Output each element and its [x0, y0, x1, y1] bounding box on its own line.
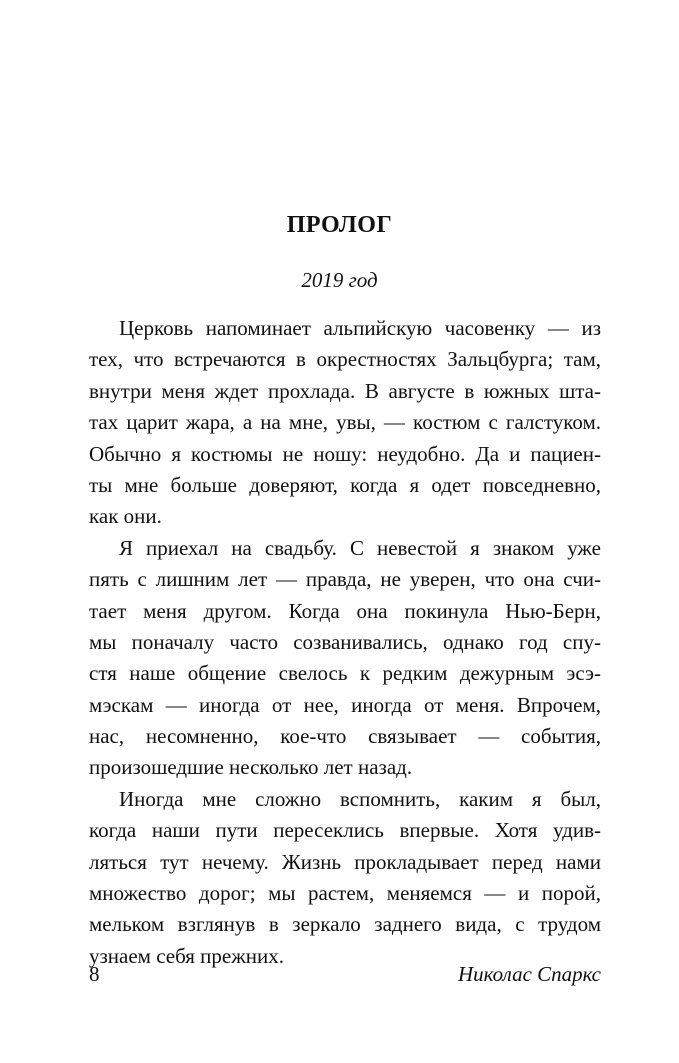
paragraph-1-line-5: Обычно я костюмы не ношу: неудобно. Да и пациен-	[89, 441, 601, 466]
paragraph-1-line-7: как они.	[89, 504, 162, 529]
chapter-title: ПРОЛОГ	[286, 212, 393, 238]
paragraph-1-line-4: тах царит жара, а на мне, увы, — костюм с галстуком.	[89, 410, 601, 435]
chapter-subtitle-year: 2019 год	[301, 268, 378, 292]
paragraph-2-line-2: пять с лишним лет — правда, не уверен, что она счи-	[89, 567, 601, 592]
body-text	[89, 313, 601, 972]
paragraph-2-line-1: Я приехал на свадьбу. С невестой я знаком уже	[119, 535, 601, 560]
paragraph-3-line-4: множество дорог; мы растем, меняемся — и порой,	[89, 881, 601, 906]
paragraph-3-line-5: мельком взглянув в зеркало заднего вида, с трудом	[89, 912, 601, 937]
running-footer-author: Николас Спаркс	[457, 962, 601, 986]
paragraph-1-line-3: внутри меня ждет прохлада. В августе в южных шта-	[89, 378, 601, 403]
page-number: 8	[89, 962, 100, 986]
paragraph-2-line-5: стя наше общение свелось к редким дежурным эсэ-	[89, 661, 601, 686]
paragraph-1-line-6: ты мне больше доверяют, когда я одет повседневно,	[89, 472, 601, 497]
paragraph-3-line-6: узнаем себя прежних.	[89, 943, 284, 968]
paragraph-3-line-3: ляться тут нечему. Жизнь прокладывает перед нами	[89, 849, 601, 874]
paragraph-2-line-4: мы поначалу часто созванивались, однако год спу-	[89, 629, 601, 654]
paragraph-3-line-2: когда наши пути пересеклись впервые. Хотя удив-	[89, 818, 601, 843]
paragraph-2-line-6: мэскам — иногда от нее, иногда от меня. Впрочем,	[89, 692, 601, 717]
paragraph-2-line-7: нас, несомненно, кое-что связывает — события,	[89, 724, 601, 749]
paragraph-1-line-2: тех, что встречаются в окрестностях Зальцбурга; там,	[89, 347, 601, 372]
paragraph-3-line-1: Иногда мне сложно вспомнить, каким я был,	[119, 786, 601, 811]
paragraph-1-line-1: Церковь напоминает альпийскую часовенку — из	[119, 316, 601, 340]
paragraph-2-line-3: тает меня другом. Когда она покинула Нью-Берн,	[89, 598, 601, 623]
paragraph-2-line-8: произошедшие несколько лет назад.	[89, 755, 413, 780]
